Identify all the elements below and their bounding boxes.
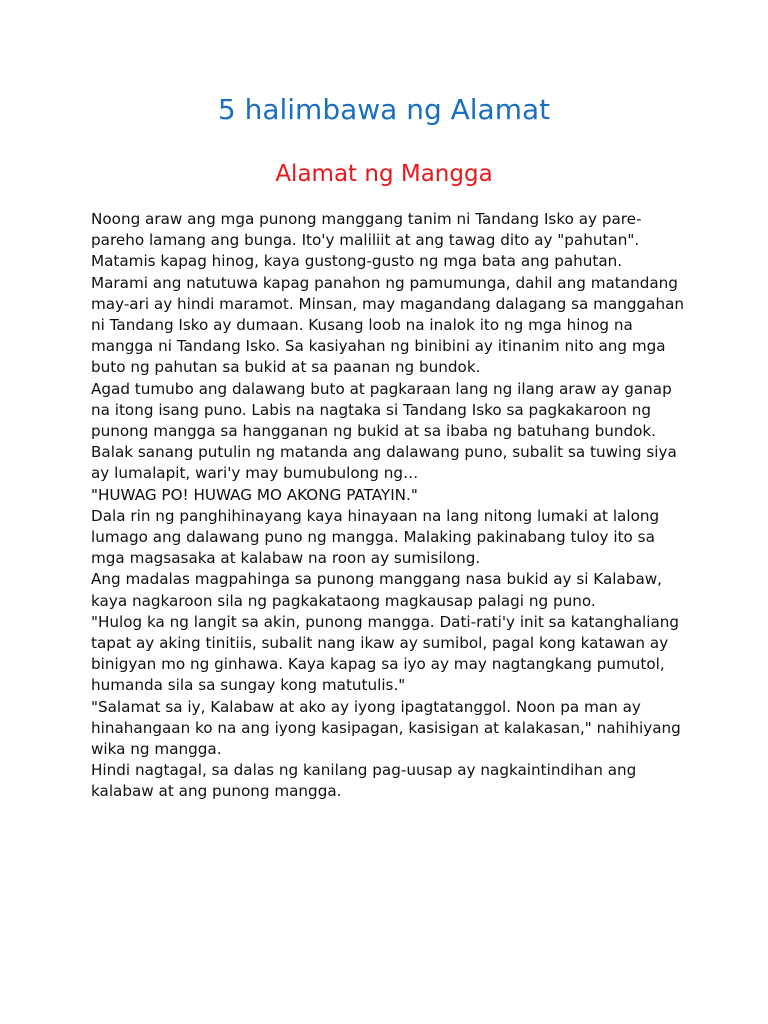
story-paragraph: Noong araw ang mga punong manggang tanim ni Tandang Isko ay pare-pareho lamang ang bunga. Ito'y maliliit at ang tawag dito ay "pahutan". Matamis kapag hinog, kaya gustong-gusto ng mga bata ang pahutan. [91,210,642,271]
story-body [91,209,691,803]
story-paragraph: Marami ang natutuwa kapag panahon ng pamumunga, dahil ang matandang may-ari ay hindi maramot. Minsan, may magandang dalagang sa manggahan ni Tandang Isko ay dumaan. Kusang loob na inalok ito ng mga hinog na mangga ni Tandang Isko. Sa kasiyahan ng binibini ay itinanim nito ang mga buto ng pahutan sa bukid at sa paanan ng bundok. [91,273,685,377]
story-paragraph: "HUWAG PO! HUWAG MO AKONG PATAYIN." [91,485,418,504]
story-title: Alamat ng Mangga [275,161,493,187]
story-paragraph: "Salamat sa iy, Kalabaw at ako ay iyong ipagtatanggol. Noon pa man ay hinahangaan ko na ang iyong kasipagan, kasisigan at kalakasan," nahihiyang wika ng mangga. [91,697,681,759]
story-paragraph: Hindi nagtagal, sa dalas ng kanilang pag-uusap ay nagkaintindihan ang kalabaw at ang punong mangga. [91,761,637,801]
story-paragraph: "Hulog ka ng langit sa akin, punong mangga. Dati-rati'y init sa katanghaliang tapat ay aking tinitiis, subalit nang ikaw ay sumibol, pagal kong katawan ay binigyan mo ng ginhawa. Kaya kapag sa iyo ay may nagtangkang pumutol, humanda sila sa sungay kong matutulis." [91,612,680,695]
page-title: 5 halimbawa ng Alamat [217,93,551,126]
story-paragraph: Ang madalas magpahinga sa punong manggang nasa bukid ay si Kalabaw, kaya nagkaroon sila ng pagkakataong magkausap palagi ng puno. [91,570,662,610]
story-paragraph: Dala rin ng panghihinayang kaya hinayaan na lang nitong lumaki at lalong lumago ang dalawang puno ng mangga. Malaking pakinabang tuloy ito sa mga magsasaka at kalabaw na roon ay sumisilong. [91,506,660,568]
story-paragraph: Agad tumubo ang dalawang buto at pagkaraan lang ng ilang araw ay ganap na itong isang puno. Labis na nagtaka si Tandang Isko sa pagkakaroon ng punong mangga sa hangganan ng bukid at sa ibaba ng batuhang bundok. Balak sanang putulin ng matanda ang dalawang puno, subalit sa tuwing siya ay lumalapit, wari'y may bumubulong ng… [91,379,677,483]
